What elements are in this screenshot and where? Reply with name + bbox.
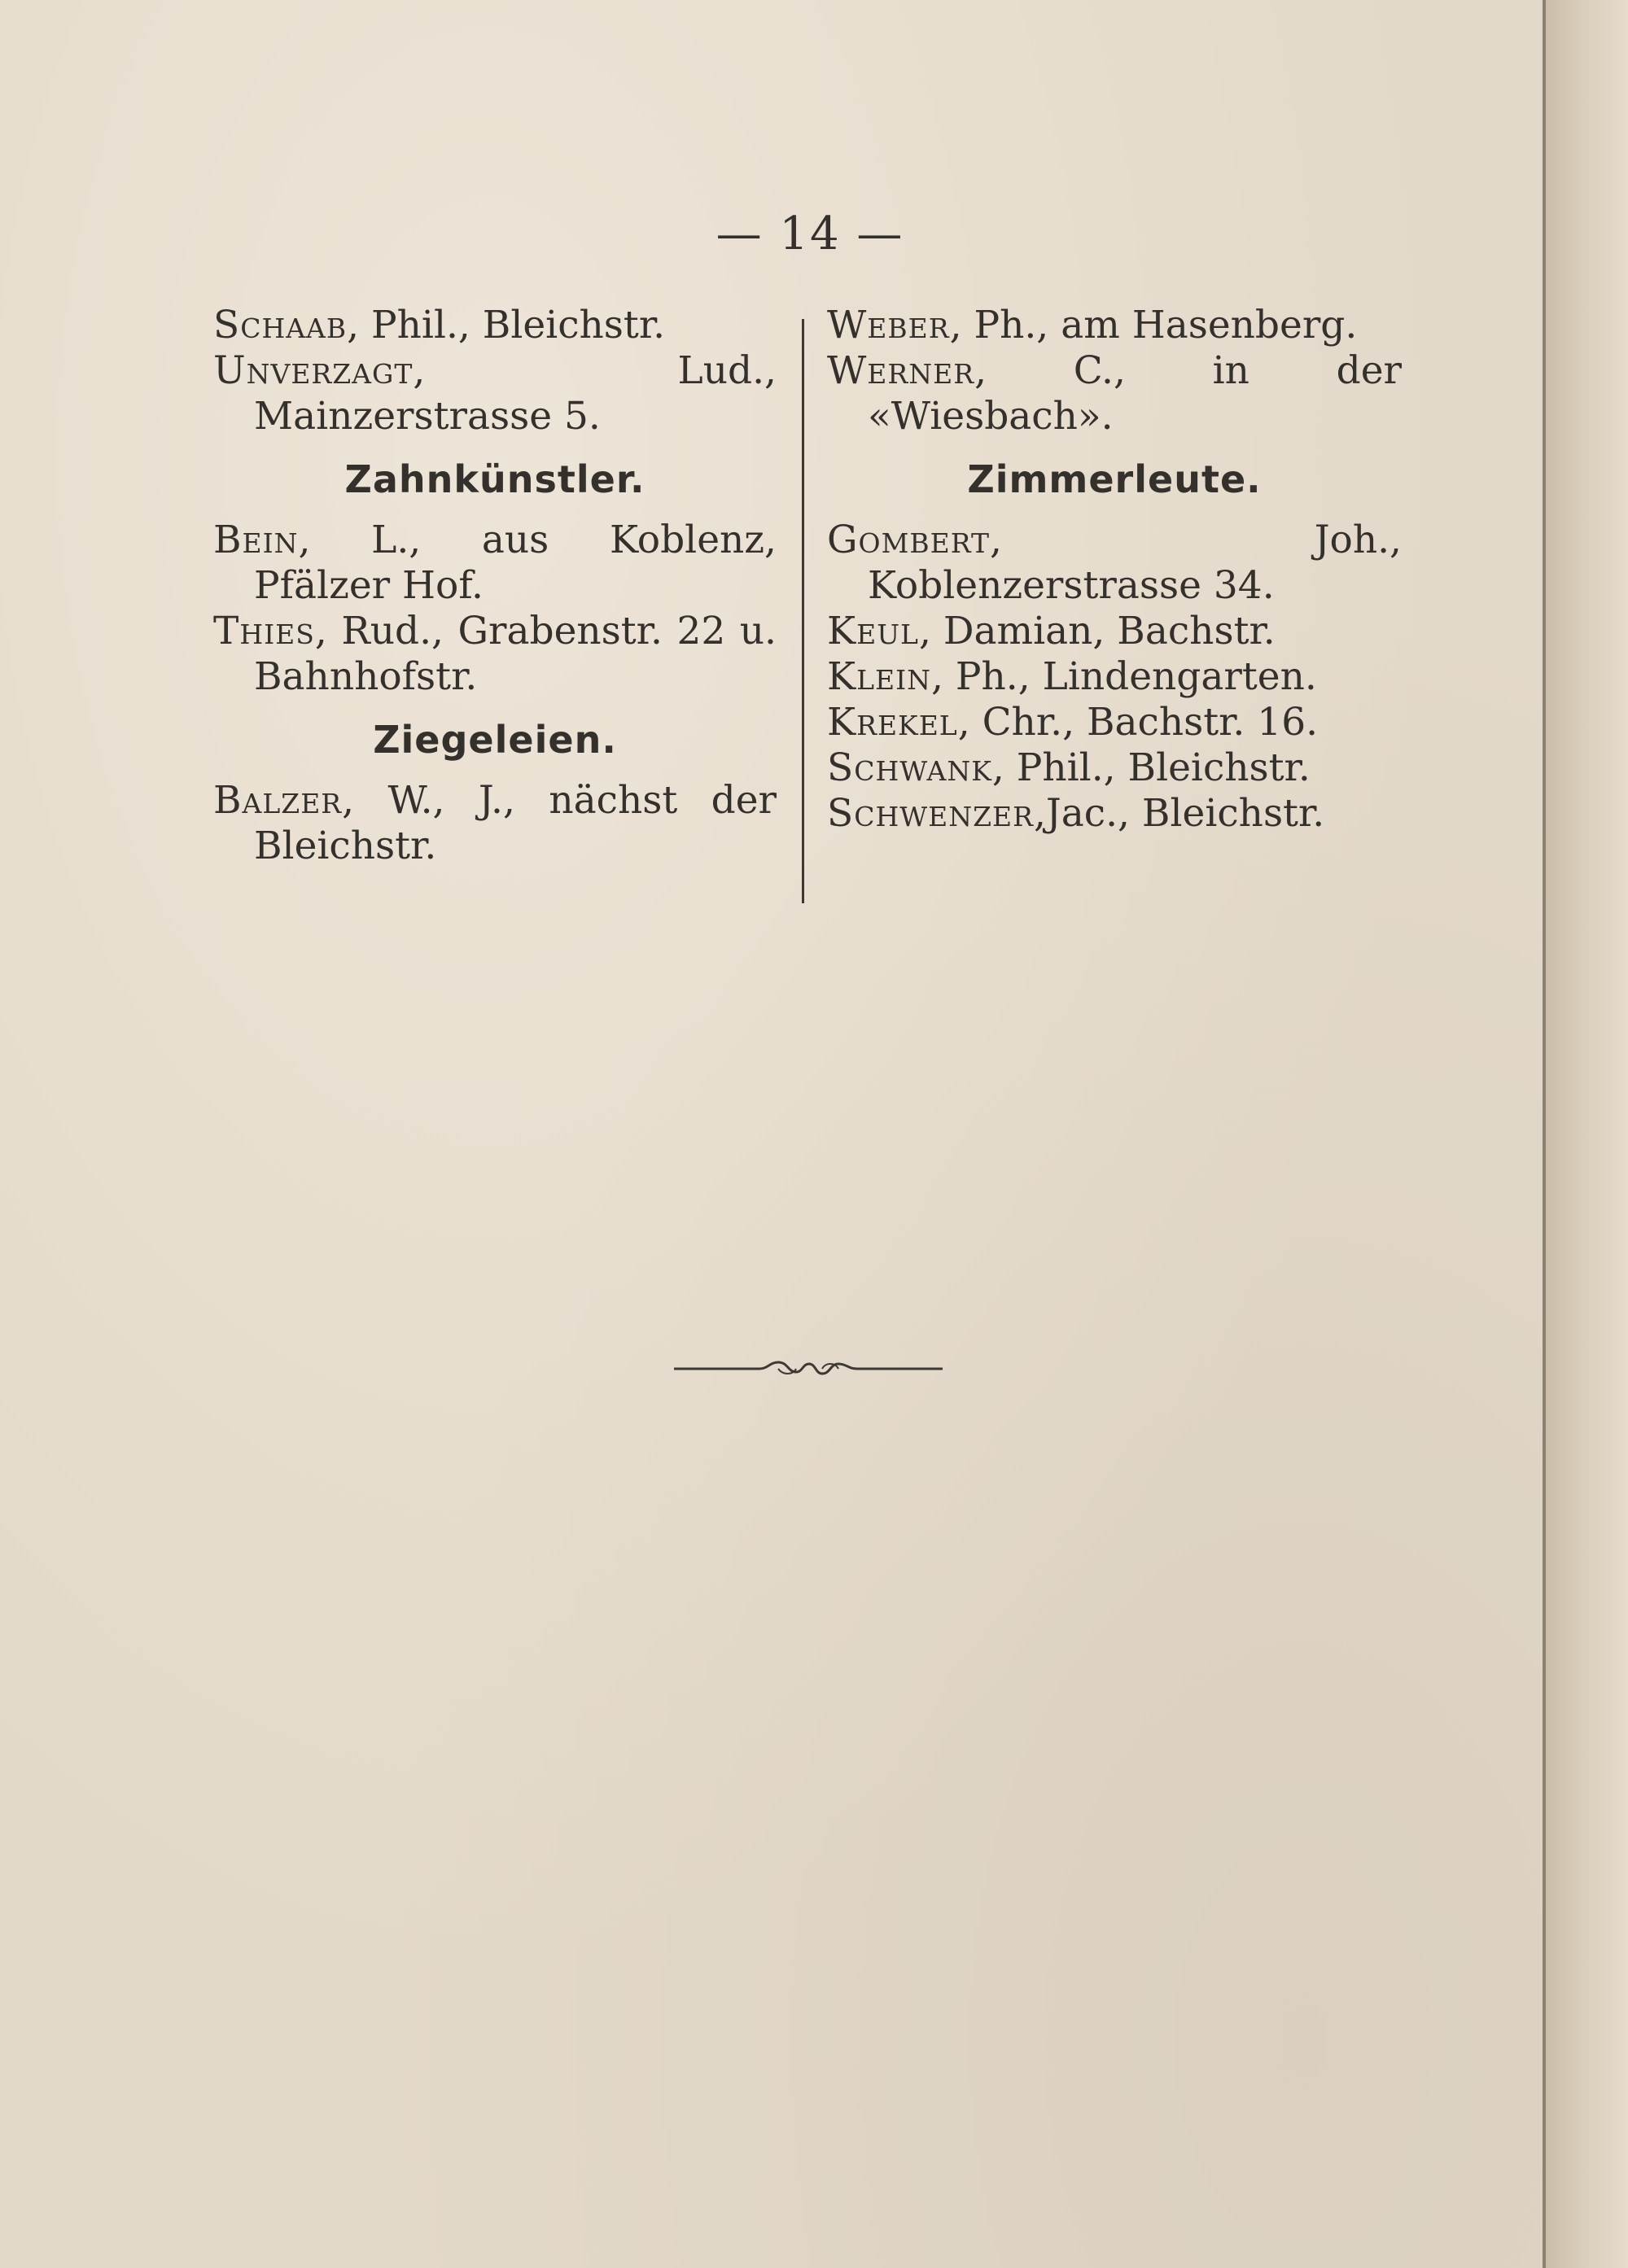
entry-name: Gombert — [827, 518, 991, 562]
book-spine-shadow — [1543, 0, 1628, 2268]
directory-entry — [827, 791, 1402, 837]
directory-entry — [827, 745, 1402, 791]
page-edge — [1543, 0, 1546, 2268]
entry-name: Krekel — [827, 700, 958, 745]
directory-entry — [213, 518, 777, 609]
entry-details: , Joh., Koblenzerstrasse 34. — [868, 518, 1402, 608]
entry-name: Schaab — [213, 303, 348, 347]
directory-entry — [827, 518, 1402, 609]
directory-entry — [827, 654, 1402, 700]
entry-name: Unverzagt — [213, 348, 414, 393]
entry-details: , W., J., nächst der Bleichstr. — [254, 778, 777, 868]
directory-entry — [827, 303, 1402, 348]
entry-details: , Ph., am Hasenberg. — [949, 303, 1358, 347]
section-heading-zimmerleute: Zimmerleute. — [967, 457, 1262, 501]
entry-name: Bein — [213, 518, 299, 562]
directory-entry — [213, 609, 777, 700]
entry-details: , Lud., Mainzerstrasse 5. — [254, 348, 777, 439]
directory-entry — [213, 348, 777, 439]
entry-name: Weber — [827, 303, 950, 347]
entry-name: Schwenzer — [827, 791, 1034, 836]
entry-details: , Ph., Lindengarten. — [931, 654, 1317, 699]
directory-entry — [827, 609, 1402, 654]
entry-details: , Damian, Bachstr. — [918, 609, 1276, 653]
directory-entry — [827, 348, 1402, 439]
entry-details: , Chr., Bachstr. 16. — [957, 700, 1319, 745]
entry-name: Schwank — [827, 745, 992, 790]
entry-details: , Phil., Bleichstr. — [991, 745, 1311, 790]
column-divider — [802, 319, 804, 903]
entry-details: , Rud., Grabenstr. 22 u. Bahnhofstr. — [254, 609, 777, 699]
entry-name: Thies — [213, 609, 315, 653]
directory-entry — [827, 700, 1402, 745]
decorative-flourish-icon — [674, 1352, 943, 1385]
entry-name: Klein — [827, 654, 932, 699]
entry-details: , C., in der «Wiesbach». — [868, 348, 1402, 439]
page-number: — 14 — — [716, 208, 904, 260]
section-heading-zahnkuenstler: Zahnkünstler. — [344, 457, 646, 501]
section-heading-ziegeleien: Ziegeleien. — [373, 718, 617, 762]
right-column — [827, 303, 1402, 837]
entry-details: , Phil., Bleichstr. — [347, 303, 666, 347]
entry-name: Keul — [827, 609, 919, 653]
entry-name: Balzer — [213, 778, 343, 823]
directory-entry — [213, 303, 777, 348]
entry-details: ,Jac., Bleichstr. — [1033, 791, 1325, 836]
left-column — [213, 303, 777, 869]
entry-name: Werner — [827, 348, 975, 393]
entry-details: , L., aus Koblenz, Pfälzer Hof. — [254, 518, 777, 608]
directory-entry — [213, 778, 777, 869]
